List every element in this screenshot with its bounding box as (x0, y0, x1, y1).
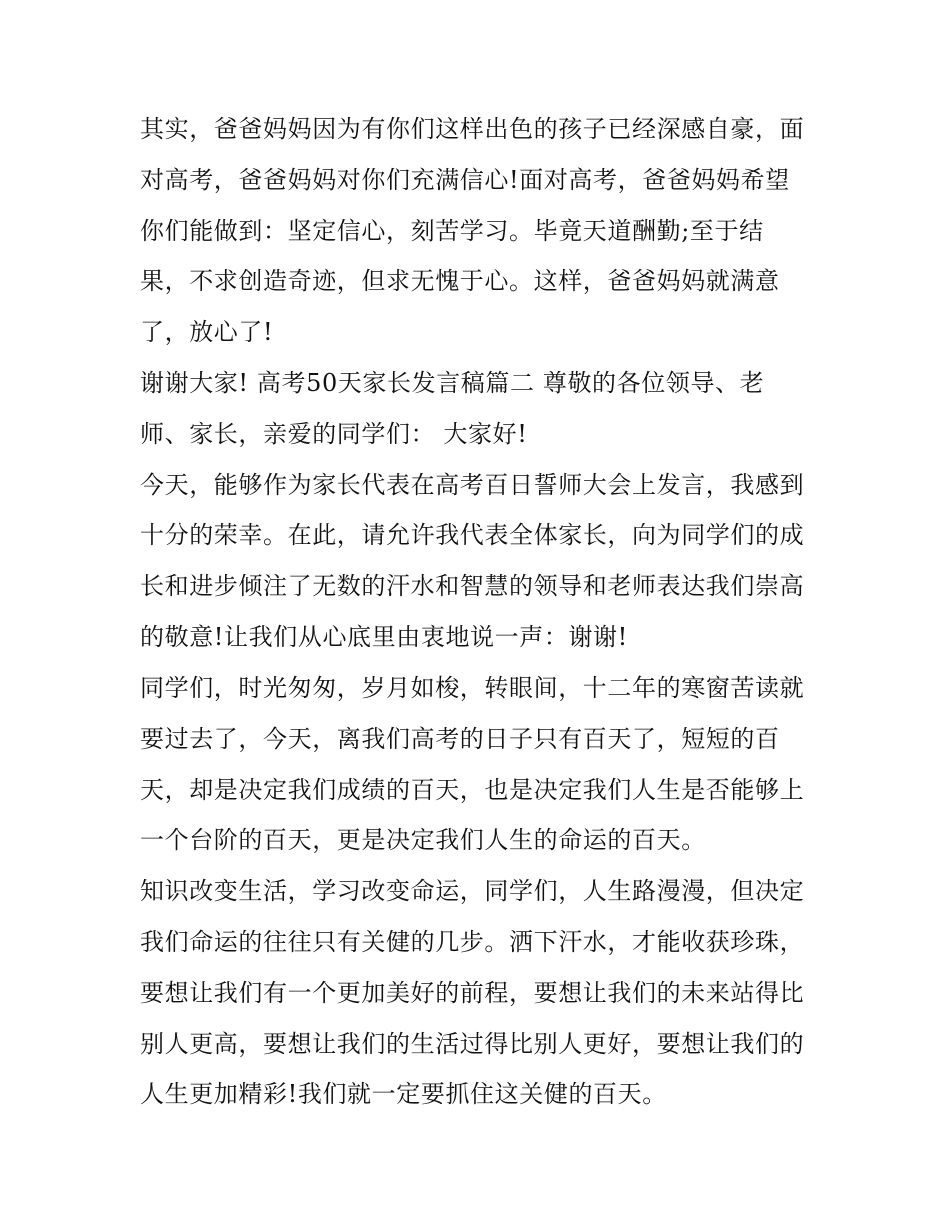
text-line: 你们能做到：坚定信心，刻苦学习。毕竟天道酬勤;至于结 (140, 217, 764, 245)
text-line: 长和进步倾注了无数的汗水和智慧的领导和老师表达我们崇高 (140, 572, 805, 600)
text-line: 别人更高，要想让我们的生活过得比别人更好，要想让我们的 (140, 1030, 805, 1058)
text-line: 果，不求创造奇迹，但求无愧于心。这样，爸爸妈妈就满意 (140, 267, 780, 295)
text-line: 要过去了，今天，离我们高考的日子只有百天了，短短的百 (140, 725, 780, 753)
text-line: 十分的荣幸。在此，请允许我代表全体家长，向为同学们的成 (140, 521, 805, 549)
text-line: 的敬意!让我们从心底里由衷地说一声：谢谢! (140, 623, 628, 651)
text-line: 对高考，爸爸妈妈对你们充满信心!面对高考，爸爸妈妈希望 (140, 166, 790, 194)
text-line: 知识改变生活，学习改变命运，同学们，人生路漫漫，但决定 (140, 877, 805, 905)
text-line: 天，却是决定我们成绩的百天，也是决定我们人生是否能够上 (140, 776, 805, 804)
text-line: 其实，爸爸妈妈因为有你们这样出色的孩子已经深感自豪，面 (140, 115, 805, 143)
text-line: 人生更加精彩!我们就一定要抓住这关健的百天。 (140, 1080, 667, 1108)
text-line: 一个台阶的百天，更是决定我们人生的命运的百天。 (140, 826, 706, 854)
text-line: 了，放心了! (140, 318, 274, 346)
text-line: 要想让我们有一个更加美好的前程，要想让我们的未来站得比 (140, 979, 805, 1007)
text-line: 师、家长，亲爱的同学们： 大家好! (140, 420, 528, 448)
text-line: 同学们，时光匆匆，岁月如梭，转眼间，十二年的寒窗苦读就 (140, 674, 805, 702)
text-line: 今天，能够作为家长代表在高考百日誓师大会上发言，我感到 (140, 471, 805, 499)
text-line: 谢谢大家! 高考50天家长发言稿篇二 尊敬的各位领导、老 (140, 369, 765, 397)
text-line: 我们命运的往往只有关健的几步。洒下汗水，才能收获珍珠， (140, 928, 805, 956)
